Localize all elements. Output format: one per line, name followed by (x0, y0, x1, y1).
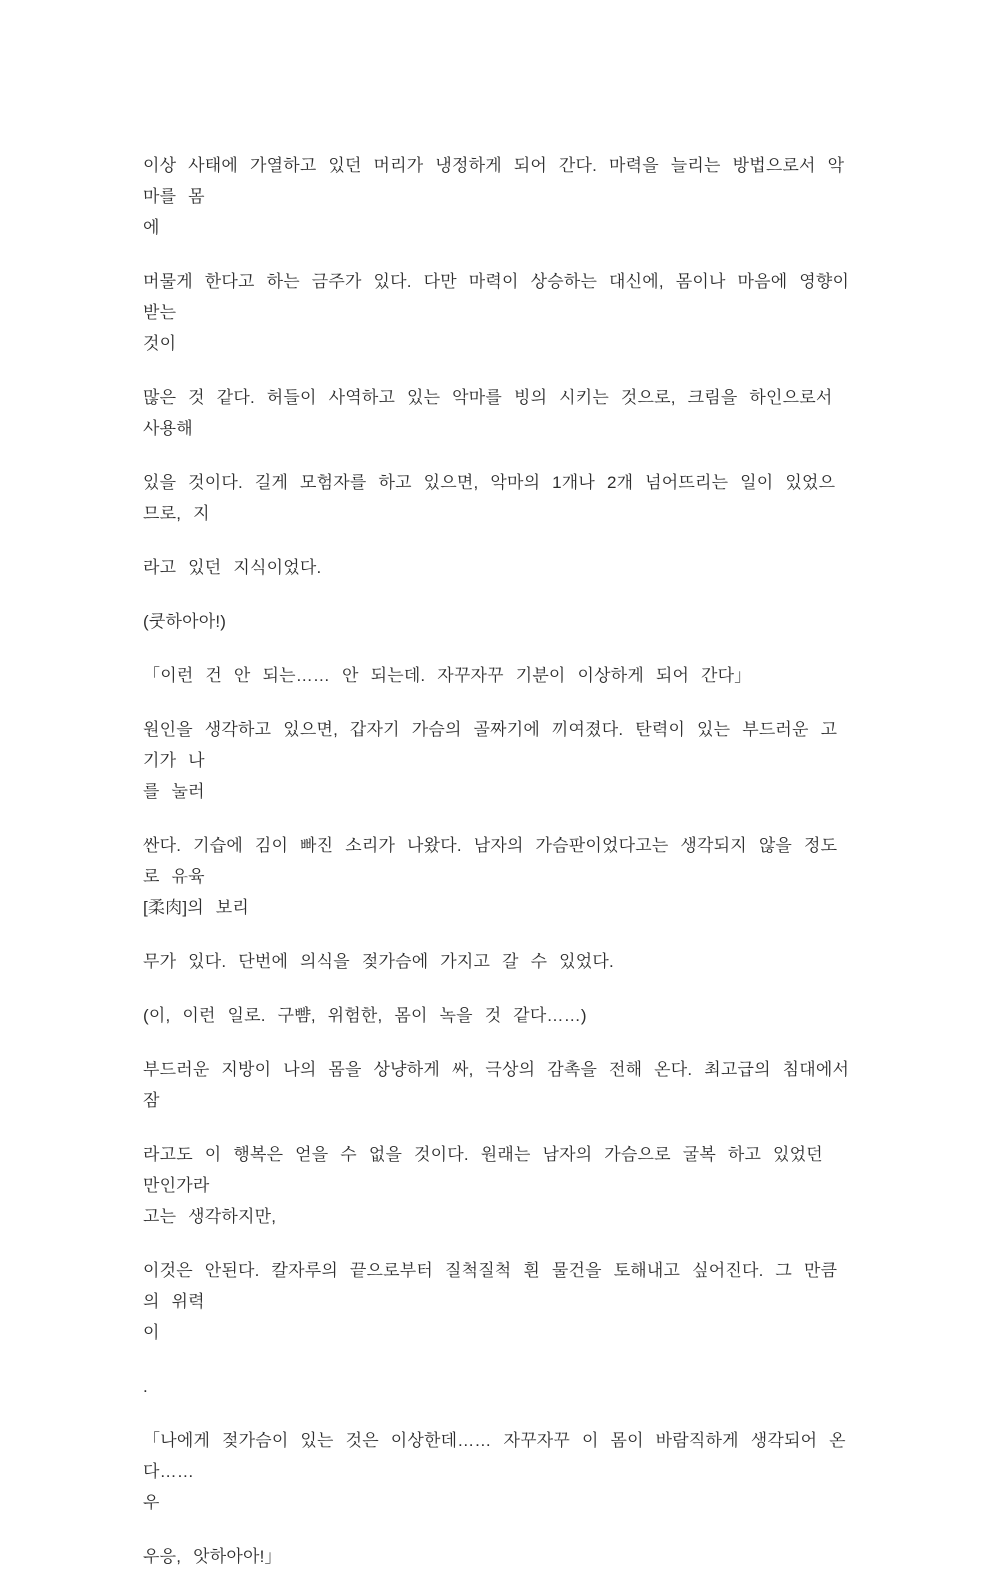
text-line: 우응, 앗하아아!」 (143, 1547, 282, 1566)
paragraph (143, 1000, 850, 1031)
text-line: 머물게 한다고 하는 금주가 있다. 다만 마력이 상승하는 대신에, 몸이나 마음에 영향이 받는 (143, 272, 850, 322)
text-line: 부드러운 지방이 나의 몸을 상냥하게 싸, 극상의 감촉을 전해 온다. 최고급의 침대에서 잠 (143, 1060, 850, 1110)
paragraph (143, 830, 850, 923)
text-line: 많은 것 같다. 허들이 사역하고 있는 악마를 빙의 시키는 것으로, 크림을 하인으로서 사용해 (143, 388, 833, 438)
paragraph (143, 660, 850, 691)
paragraph (143, 1139, 850, 1232)
text-line: 있을 것이다. 길게 모험자를 하고 있으면, 악마의 1개나 2개 넘어뜨리는 일이 있었으므로, 지 (143, 473, 836, 523)
paragraph (143, 606, 850, 637)
text-line: 를 눌러 (143, 782, 205, 801)
paragraph (143, 552, 850, 583)
text-line: 이상 사태에 가열하고 있던 머리가 냉정하게 되어 간다. 마력을 늘리는 방법으로서 악마를 몸 (143, 156, 845, 206)
text-line: 이것은 안된다. 칼자루의 끝으로부터 질척질척 흰 물건을 토해내고 싶어진다. 그 만큼의 위력 (143, 1261, 838, 1311)
paragraph (143, 1054, 850, 1116)
text-line: 라고 있던 지식이었다. (143, 558, 322, 577)
text-line: 라고도 이 행복은 얻을 수 없을 것이다. 원래는 남자의 가슴으로 굴복 하고 있었던 만인가라 (143, 1145, 823, 1195)
paragraph (143, 467, 850, 529)
paragraph (143, 1255, 850, 1348)
paragraph (143, 946, 850, 977)
text-line: 에 (143, 218, 160, 237)
text-line: [柔肉]의 보리 (143, 898, 250, 917)
text-line: 고는 생각하지만, (143, 1207, 277, 1226)
text-line: (쿳하아아!) (143, 612, 227, 631)
text-line: 원인을 생각하고 있으면, 갑자기 가슴의 골짜기에 끼여졌다. 탄력이 있는 부드러운 고기가 나 (143, 720, 838, 770)
text-line: (이, 이런 일로. 구뺨, 위험한, 몸이 녹을 것 같다……) (143, 1006, 587, 1025)
paragraph (143, 1425, 850, 1518)
paragraph (143, 1371, 850, 1402)
text-line: . (143, 1377, 148, 1396)
text-line: 무가 있다. 단번에 의식을 젖가슴에 가지고 갈 수 있었다. (143, 952, 614, 971)
paragraph (143, 150, 850, 243)
text-line: 싼다. 기습에 김이 빠진 소리가 나왔다. 남자의 가슴판이었다고는 생각되지 않을 정도로 유육 (143, 836, 838, 886)
paragraph (143, 714, 850, 807)
text-line: 이 (143, 1323, 160, 1342)
paragraph (143, 382, 850, 444)
paragraph (143, 266, 850, 359)
text-line: 「이런 건 안 되는…… 안 되는데. 자꾸자꾸 기분이 이상하게 되어 간다」 (143, 666, 752, 685)
text-line: 것이 (143, 334, 177, 353)
text-line: 「나에게 젖가슴이 있는 것은 이상한데…… 자꾸자꾸 이 몸이 바람직하게 생각되어 온다…… (143, 1431, 846, 1481)
text-line: 우 (143, 1493, 160, 1512)
paragraph (143, 1541, 850, 1572)
